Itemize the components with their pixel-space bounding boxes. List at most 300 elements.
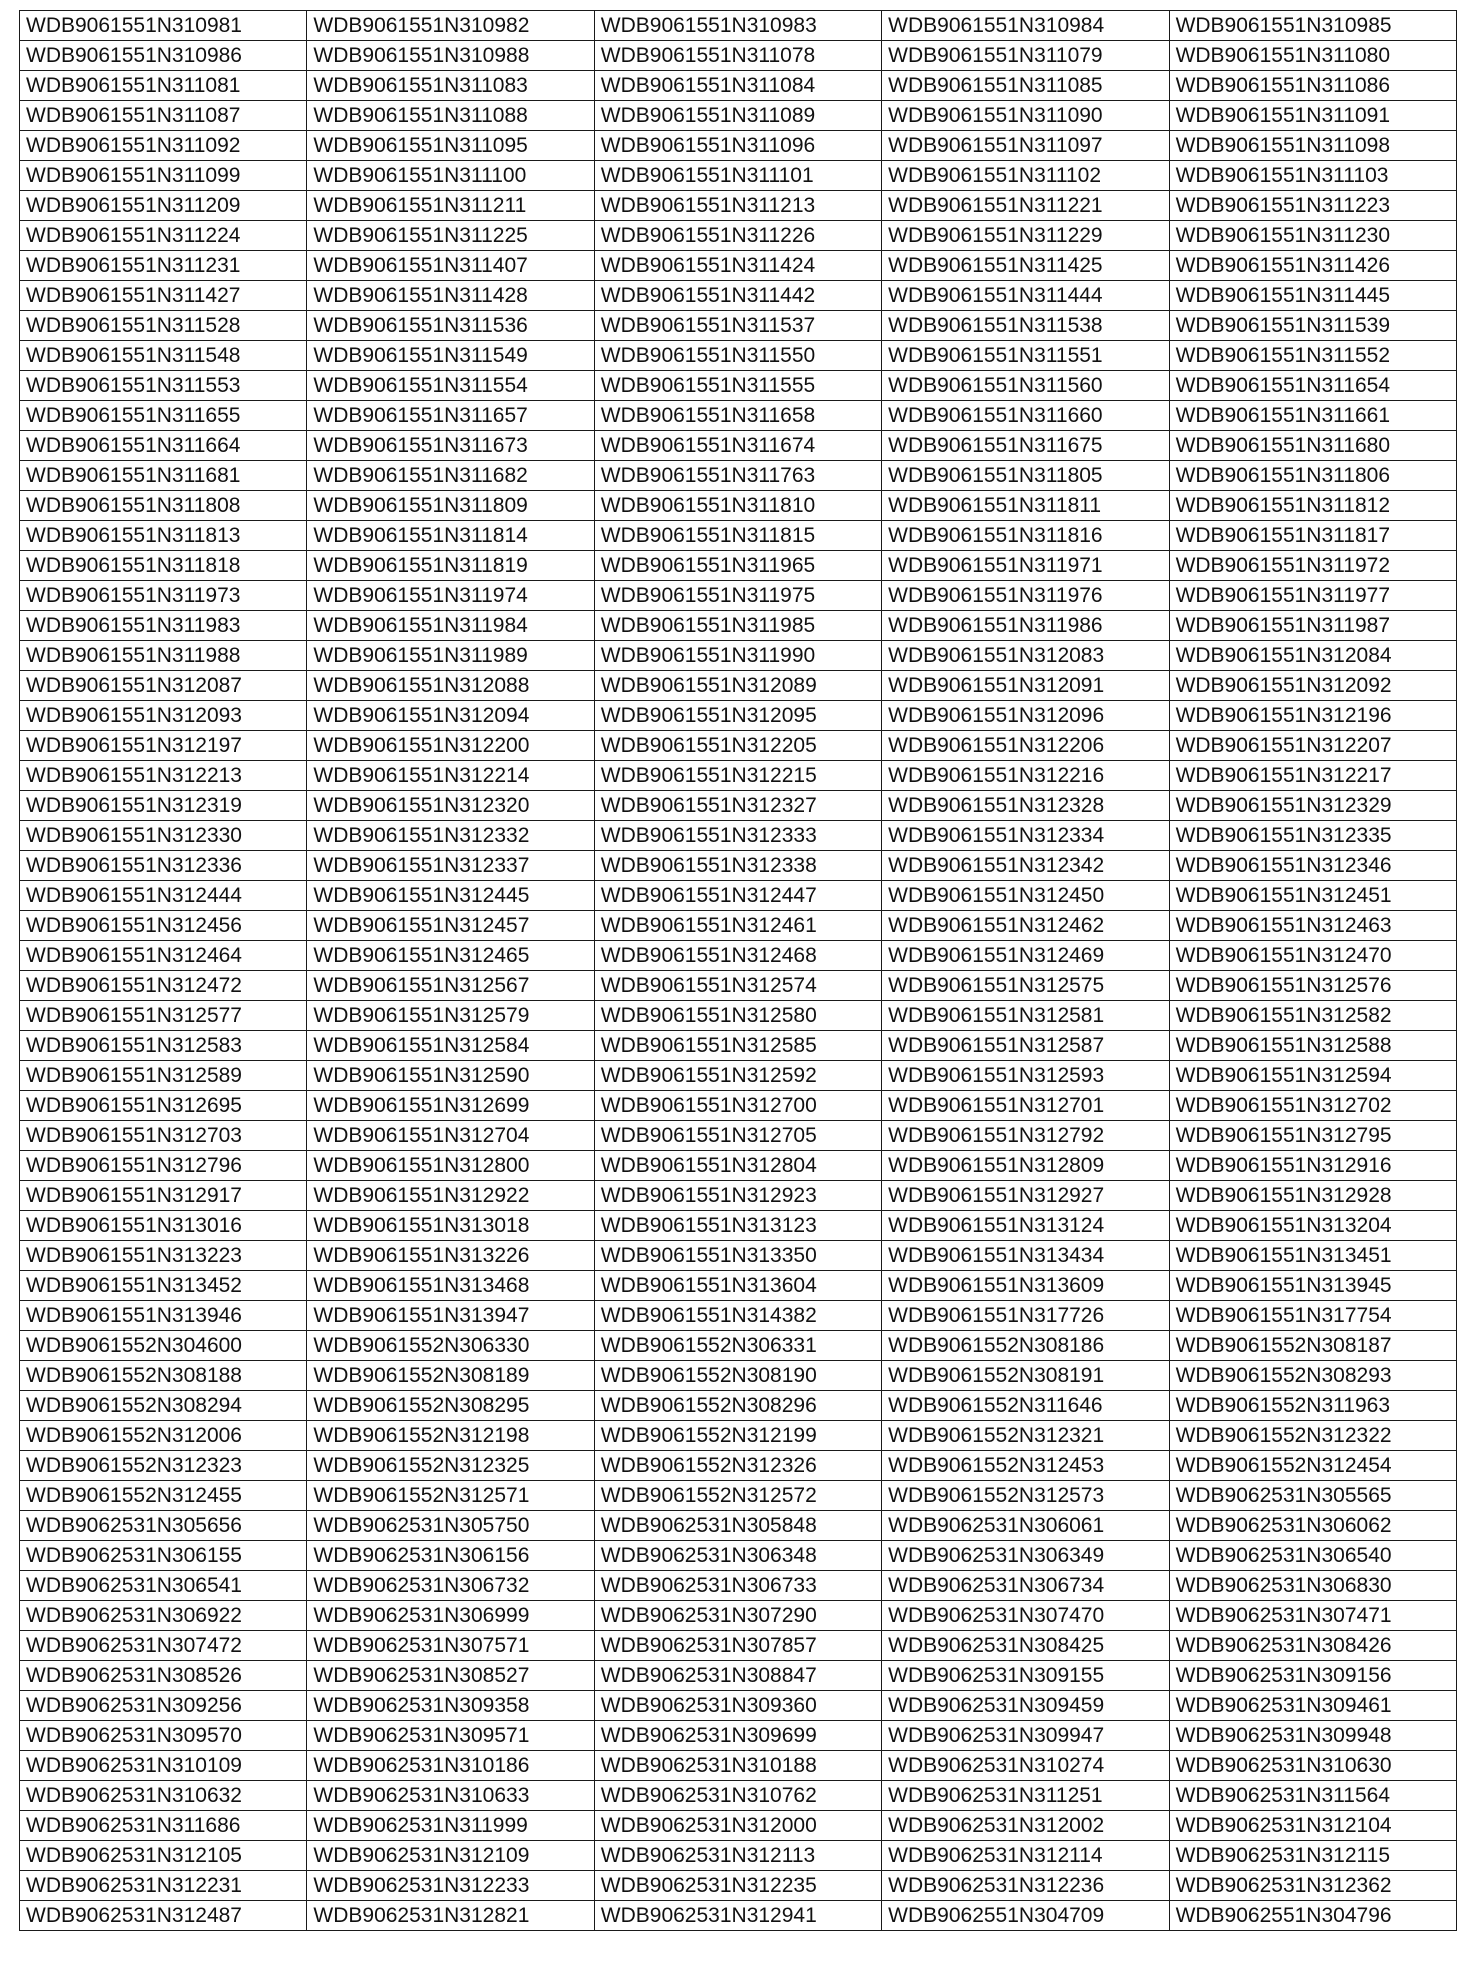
table-cell: WDB9062531N310630	[1169, 1751, 1456, 1781]
table-cell: WDB9061551N312580	[594, 1001, 881, 1031]
table-row	[20, 461, 1457, 491]
table-cell: WDB9061552N308186	[882, 1331, 1169, 1361]
table-cell: WDB9061552N308189	[307, 1361, 594, 1391]
table-cell: WDB9061551N311552	[1169, 341, 1456, 371]
table-cell: WDB9061551N311975	[594, 581, 881, 611]
table-cell: WDB9062531N307571	[307, 1631, 594, 1661]
table-cell: WDB9062531N309155	[882, 1661, 1169, 1691]
table-row	[20, 371, 1457, 401]
table-cell: WDB9061551N311681	[20, 461, 307, 491]
table-row	[20, 221, 1457, 251]
table-cell: WDB9061551N312705	[594, 1121, 881, 1151]
table-cell: WDB9061551N312472	[20, 971, 307, 1001]
table-row	[20, 1721, 1457, 1751]
table-cell: WDB9061551N313945	[1169, 1271, 1456, 1301]
table-cell: WDB9061551N313016	[20, 1211, 307, 1241]
table-cell: WDB9061551N311657	[307, 401, 594, 431]
table-cell: WDB9061551N311081	[20, 71, 307, 101]
table-cell: WDB9061551N311083	[307, 71, 594, 101]
table-cell: WDB9061551N313018	[307, 1211, 594, 1241]
vin-table-body	[20, 11, 1457, 1931]
table-cell: WDB9061551N311221	[882, 191, 1169, 221]
table-cell: WDB9061551N312809	[882, 1151, 1169, 1181]
table-row	[20, 881, 1457, 911]
table-row	[20, 1661, 1457, 1691]
table-cell: WDB9061551N313123	[594, 1211, 881, 1241]
table-cell: WDB9062531N306156	[307, 1541, 594, 1571]
table-cell: WDB9061551N312089	[594, 671, 881, 701]
table-cell: WDB9061551N312574	[594, 971, 881, 1001]
table-cell: WDB9061552N312453	[882, 1451, 1169, 1481]
table-cell: WDB9062531N310186	[307, 1751, 594, 1781]
table-cell: WDB9062531N309571	[307, 1721, 594, 1751]
table-cell: WDB9062531N309459	[882, 1691, 1169, 1721]
table-cell: WDB9061551N312329	[1169, 791, 1456, 821]
table-row	[20, 311, 1457, 341]
table-row	[20, 1361, 1457, 1391]
table-cell: WDB9061551N312450	[882, 881, 1169, 911]
table-cell: WDB9061551N311426	[1169, 251, 1456, 281]
table-cell: WDB9061551N312465	[307, 941, 594, 971]
table-cell: WDB9062531N312104	[1169, 1811, 1456, 1841]
table-row	[20, 431, 1457, 461]
table-cell: WDB9061551N312342	[882, 851, 1169, 881]
table-cell: WDB9061551N312319	[20, 791, 307, 821]
table-cell: WDB9061551N312795	[1169, 1121, 1456, 1151]
table-cell: WDB9061551N310984	[882, 11, 1169, 41]
table-cell: WDB9061552N308294	[20, 1391, 307, 1421]
table-row	[20, 971, 1457, 1001]
table-cell: WDB9061551N311810	[594, 491, 881, 521]
table-cell: WDB9061551N312444	[20, 881, 307, 911]
table-cell: WDB9061551N311675	[882, 431, 1169, 461]
table-cell: WDB9061552N312199	[594, 1421, 881, 1451]
table-cell: WDB9061551N312592	[594, 1061, 881, 1091]
table-cell: WDB9061551N311528	[20, 311, 307, 341]
table-cell: WDB9062531N309360	[594, 1691, 881, 1721]
table-cell: WDB9062531N308847	[594, 1661, 881, 1691]
table-cell: WDB9061551N311445	[1169, 281, 1456, 311]
table-cell: WDB9062531N312002	[882, 1811, 1169, 1841]
table-cell: WDB9061551N312461	[594, 911, 881, 941]
table-cell: WDB9061552N308190	[594, 1361, 881, 1391]
table-cell: WDB9061551N312213	[20, 761, 307, 791]
table-cell: WDB9061551N312792	[882, 1121, 1169, 1151]
table-cell: WDB9061551N311673	[307, 431, 594, 461]
table-cell: WDB9061552N312573	[882, 1481, 1169, 1511]
table-cell: WDB9061551N313452	[20, 1271, 307, 1301]
table-cell: WDB9061551N311092	[20, 131, 307, 161]
table-cell: WDB9061551N312456	[20, 911, 307, 941]
table-cell: WDB9062531N305565	[1169, 1481, 1456, 1511]
table-cell: WDB9061551N311424	[594, 251, 881, 281]
table-cell: WDB9062531N312109	[307, 1841, 594, 1871]
table-cell: WDB9061551N311100	[307, 161, 594, 191]
table-cell: WDB9062551N304796	[1169, 1901, 1456, 1931]
table-cell: WDB9062531N311564	[1169, 1781, 1456, 1811]
table-cell: WDB9061551N312095	[594, 701, 881, 731]
table-cell: WDB9061551N312197	[20, 731, 307, 761]
table-cell: WDB9061551N313468	[307, 1271, 594, 1301]
table-cell: WDB9062531N309358	[307, 1691, 594, 1721]
table-cell: WDB9061551N311554	[307, 371, 594, 401]
table-row	[20, 1601, 1457, 1631]
table-row	[20, 1211, 1457, 1241]
table-cell: WDB9061551N311818	[20, 551, 307, 581]
table-cell: WDB9062531N307471	[1169, 1601, 1456, 1631]
table-cell: WDB9062531N307290	[594, 1601, 881, 1631]
table-cell: WDB9061551N313124	[882, 1211, 1169, 1241]
table-cell: WDB9061551N311990	[594, 641, 881, 671]
table-cell: WDB9061551N312333	[594, 821, 881, 851]
table-cell: WDB9061551N312214	[307, 761, 594, 791]
table-cell: WDB9061551N311085	[882, 71, 1169, 101]
table-cell: WDB9061552N308188	[20, 1361, 307, 1391]
table-cell: WDB9061551N312701	[882, 1091, 1169, 1121]
table-cell: WDB9062531N312941	[594, 1901, 881, 1931]
table-row	[20, 641, 1457, 671]
table-row	[20, 1781, 1457, 1811]
table-cell: WDB9061551N311984	[307, 611, 594, 641]
table-cell: WDB9061551N312699	[307, 1091, 594, 1121]
table-cell: WDB9061551N311537	[594, 311, 881, 341]
table-cell: WDB9061551N312927	[882, 1181, 1169, 1211]
table-cell: WDB9061551N311974	[307, 581, 594, 611]
table-cell: WDB9062531N311999	[307, 1811, 594, 1841]
table-cell: WDB9062551N304709	[882, 1901, 1169, 1931]
table-cell: WDB9062531N311686	[20, 1811, 307, 1841]
table-cell: WDB9061551N312594	[1169, 1061, 1456, 1091]
table-cell: WDB9061551N312463	[1169, 911, 1456, 941]
table-cell: WDB9061551N311816	[882, 521, 1169, 551]
table-cell: WDB9062531N307470	[882, 1601, 1169, 1631]
table-row	[20, 41, 1457, 71]
table-cell: WDB9061551N311103	[1169, 161, 1456, 191]
table-row	[20, 701, 1457, 731]
table-cell: WDB9061551N312091	[882, 671, 1169, 701]
table-row	[20, 851, 1457, 881]
table-cell: WDB9061551N311078	[594, 41, 881, 71]
table-cell: WDB9062531N310633	[307, 1781, 594, 1811]
table-cell: WDB9061551N311079	[882, 41, 1169, 71]
table-cell: WDB9061551N312335	[1169, 821, 1456, 851]
table-cell: WDB9061551N311080	[1169, 41, 1456, 71]
table-cell: WDB9061551N312587	[882, 1031, 1169, 1061]
table-cell: WDB9061551N311101	[594, 161, 881, 191]
table-cell: WDB9061551N311972	[1169, 551, 1456, 581]
table-cell: WDB9062531N305656	[20, 1511, 307, 1541]
table-cell: WDB9062531N309570	[20, 1721, 307, 1751]
table-row	[20, 1511, 1457, 1541]
table-cell: WDB9061551N311444	[882, 281, 1169, 311]
table-cell: WDB9061551N311090	[882, 101, 1169, 131]
table-cell: WDB9061551N311548	[20, 341, 307, 371]
table-cell: WDB9061551N310982	[307, 11, 594, 41]
table-cell: WDB9062531N308426	[1169, 1631, 1456, 1661]
table-cell: WDB9061551N311812	[1169, 491, 1456, 521]
table-cell: WDB9061551N311231	[20, 251, 307, 281]
table-cell: WDB9061551N311098	[1169, 131, 1456, 161]
table-row	[20, 1481, 1457, 1511]
table-cell: WDB9062531N306541	[20, 1571, 307, 1601]
table-cell: WDB9062531N310109	[20, 1751, 307, 1781]
table-cell: WDB9061551N312923	[594, 1181, 881, 1211]
table-row	[20, 521, 1457, 551]
table-cell: WDB9062531N305750	[307, 1511, 594, 1541]
table-row	[20, 821, 1457, 851]
table-cell: WDB9061551N311096	[594, 131, 881, 161]
table-cell: WDB9061551N311225	[307, 221, 594, 251]
table-cell: WDB9061551N311211	[307, 191, 594, 221]
table-cell: WDB9061551N312922	[307, 1181, 594, 1211]
table-cell: WDB9061551N311086	[1169, 71, 1456, 101]
table-cell: WDB9061551N311087	[20, 101, 307, 131]
table-row	[20, 581, 1457, 611]
table-cell: WDB9061551N311099	[20, 161, 307, 191]
table-cell: WDB9061551N311809	[307, 491, 594, 521]
table-cell: WDB9061551N312796	[20, 1151, 307, 1181]
table-row	[20, 1001, 1457, 1031]
table-cell: WDB9062531N306061	[882, 1511, 1169, 1541]
table-cell: WDB9061551N311655	[20, 401, 307, 431]
table-row	[20, 101, 1457, 131]
table-cell: WDB9061551N311985	[594, 611, 881, 641]
table-cell: WDB9061551N311817	[1169, 521, 1456, 551]
table-cell: WDB9061551N310981	[20, 11, 307, 41]
table-cell: WDB9061551N313609	[882, 1271, 1169, 1301]
table-cell: WDB9061551N310985	[1169, 11, 1456, 41]
table-cell: WDB9061551N311763	[594, 461, 881, 491]
table-cell: WDB9061552N308293	[1169, 1361, 1456, 1391]
table-cell: WDB9062531N311251	[882, 1781, 1169, 1811]
vin-table	[19, 10, 1457, 1931]
table-row	[20, 1901, 1457, 1931]
table-cell: WDB9062531N310632	[20, 1781, 307, 1811]
table-row	[20, 161, 1457, 191]
table-cell: WDB9062531N307857	[594, 1631, 881, 1661]
table-cell: WDB9062531N312235	[594, 1871, 881, 1901]
table-cell: WDB9061551N311538	[882, 311, 1169, 341]
table-cell: WDB9061551N311805	[882, 461, 1169, 491]
table-row	[20, 1871, 1457, 1901]
table-cell: WDB9061551N311230	[1169, 221, 1456, 251]
table-row	[20, 1451, 1457, 1481]
table-cell: WDB9061551N312327	[594, 791, 881, 821]
table-cell: WDB9061552N312325	[307, 1451, 594, 1481]
table-cell: WDB9062531N306922	[20, 1601, 307, 1631]
table-cell: WDB9061551N311682	[307, 461, 594, 491]
table-cell: WDB9061551N317754	[1169, 1301, 1456, 1331]
table-cell: WDB9061551N312583	[20, 1031, 307, 1061]
table-cell: WDB9062531N312114	[882, 1841, 1169, 1871]
table-cell: WDB9062531N309947	[882, 1721, 1169, 1751]
table-cell: WDB9061551N312096	[882, 701, 1169, 731]
table-cell: WDB9061552N312322	[1169, 1421, 1456, 1451]
table-cell: WDB9061551N313223	[20, 1241, 307, 1271]
table-cell: WDB9061551N312702	[1169, 1091, 1456, 1121]
table-cell: WDB9061551N311553	[20, 371, 307, 401]
table-cell: WDB9061551N311084	[594, 71, 881, 101]
table-cell: WDB9061551N312700	[594, 1091, 881, 1121]
table-cell: WDB9061551N311549	[307, 341, 594, 371]
table-row	[20, 1091, 1457, 1121]
table-cell: WDB9062531N312105	[20, 1841, 307, 1871]
table-row	[20, 491, 1457, 521]
table-cell: WDB9061551N311088	[307, 101, 594, 131]
table-cell: WDB9061551N311811	[882, 491, 1169, 521]
table-cell: WDB9062531N309461	[1169, 1691, 1456, 1721]
table-row	[20, 761, 1457, 791]
table-cell: WDB9062531N306999	[307, 1601, 594, 1631]
table-cell: WDB9061551N311814	[307, 521, 594, 551]
table-row	[20, 1841, 1457, 1871]
table-cell: WDB9061551N312200	[307, 731, 594, 761]
table-cell: WDB9061551N312087	[20, 671, 307, 701]
table-cell: WDB9062531N312231	[20, 1871, 307, 1901]
table-cell: WDB9062531N309156	[1169, 1661, 1456, 1691]
table-cell: WDB9061551N312589	[20, 1061, 307, 1091]
table-row	[20, 1121, 1457, 1151]
table-cell: WDB9062531N310762	[594, 1781, 881, 1811]
table-cell: WDB9061551N311223	[1169, 191, 1456, 221]
table-cell: WDB9061551N312093	[20, 701, 307, 731]
table-cell: WDB9061551N312215	[594, 761, 881, 791]
table-row	[20, 1541, 1457, 1571]
table-row	[20, 1631, 1457, 1661]
table-row	[20, 1271, 1457, 1301]
table-row	[20, 1421, 1457, 1451]
table-cell: WDB9062531N309948	[1169, 1721, 1456, 1751]
table-cell: WDB9061552N312571	[307, 1481, 594, 1511]
table-cell: WDB9061551N312451	[1169, 881, 1456, 911]
table-cell: WDB9061551N311989	[307, 641, 594, 671]
table-cell: WDB9061551N313946	[20, 1301, 307, 1331]
table-cell: WDB9061551N312593	[882, 1061, 1169, 1091]
table-cell: WDB9061551N311428	[307, 281, 594, 311]
table-cell: WDB9061551N311442	[594, 281, 881, 311]
table-cell: WDB9061551N311819	[307, 551, 594, 581]
table-cell: WDB9061551N312206	[882, 731, 1169, 761]
table-cell: WDB9062531N308527	[307, 1661, 594, 1691]
table-cell: WDB9061551N312083	[882, 641, 1169, 671]
table-cell: WDB9061551N312800	[307, 1151, 594, 1181]
table-cell: WDB9062531N305848	[594, 1511, 881, 1541]
table-row	[20, 1301, 1457, 1331]
table-cell: WDB9062531N306540	[1169, 1541, 1456, 1571]
table-cell: WDB9061551N312917	[20, 1181, 307, 1211]
table-cell: WDB9062531N306348	[594, 1541, 881, 1571]
table-cell: WDB9061551N312579	[307, 1001, 594, 1031]
table-cell: WDB9062531N312236	[882, 1871, 1169, 1901]
table-cell: WDB9061552N308296	[594, 1391, 881, 1421]
table-cell: WDB9061551N312332	[307, 821, 594, 851]
table-cell: WDB9061551N311658	[594, 401, 881, 431]
table-row	[20, 1571, 1457, 1601]
table-row	[20, 1691, 1457, 1721]
table-cell: WDB9061551N312590	[307, 1061, 594, 1091]
table-cell: WDB9061551N310988	[307, 41, 594, 71]
table-cell: WDB9061551N311813	[20, 521, 307, 551]
table-cell: WDB9061552N311646	[882, 1391, 1169, 1421]
table-row	[20, 11, 1457, 41]
table-row	[20, 401, 1457, 431]
table-cell: WDB9061551N312582	[1169, 1001, 1456, 1031]
table-cell: WDB9061551N312088	[307, 671, 594, 701]
table-cell: WDB9061551N311971	[882, 551, 1169, 581]
table-cell: WDB9061552N304600	[20, 1331, 307, 1361]
table-cell: WDB9061551N311551	[882, 341, 1169, 371]
table-cell: WDB9061551N311427	[20, 281, 307, 311]
table-cell: WDB9061551N312581	[882, 1001, 1169, 1031]
table-row	[20, 71, 1457, 101]
table-cell: WDB9061551N311091	[1169, 101, 1456, 131]
table-cell: WDB9062531N312821	[307, 1901, 594, 1931]
table-row	[20, 1391, 1457, 1421]
table-cell: WDB9062531N306155	[20, 1541, 307, 1571]
table-cell: WDB9061552N311963	[1169, 1391, 1456, 1421]
table-row	[20, 1151, 1457, 1181]
table-cell: WDB9061551N312196	[1169, 701, 1456, 731]
table-cell: WDB9061551N311806	[1169, 461, 1456, 491]
table-row	[20, 1061, 1457, 1091]
table-cell: WDB9062531N310274	[882, 1751, 1169, 1781]
table-cell: WDB9061551N312328	[882, 791, 1169, 821]
table-cell: WDB9061551N313947	[307, 1301, 594, 1331]
table-cell: WDB9061551N311977	[1169, 581, 1456, 611]
table-cell: WDB9061551N313451	[1169, 1241, 1456, 1271]
table-cell: WDB9061551N311539	[1169, 311, 1456, 341]
table-cell: WDB9061551N312928	[1169, 1181, 1456, 1211]
table-row	[20, 251, 1457, 281]
table-cell: WDB9062531N312113	[594, 1841, 881, 1871]
table-cell: WDB9062531N312115	[1169, 1841, 1456, 1871]
table-cell: WDB9062531N312233	[307, 1871, 594, 1901]
table-cell: WDB9062531N306734	[882, 1571, 1169, 1601]
table-cell: WDB9062531N306349	[882, 1541, 1169, 1571]
table-cell: WDB9061551N312338	[594, 851, 881, 881]
table-cell: WDB9061551N312462	[882, 911, 1169, 941]
table-row	[20, 1181, 1457, 1211]
table-cell: WDB9061551N311674	[594, 431, 881, 461]
table-cell: WDB9061551N311095	[307, 131, 594, 161]
table-cell: WDB9061551N312576	[1169, 971, 1456, 1001]
table-cell: WDB9061551N310986	[20, 41, 307, 71]
table-cell: WDB9061551N312216	[882, 761, 1169, 791]
table-cell: WDB9061551N312916	[1169, 1151, 1456, 1181]
table-cell: WDB9061552N312326	[594, 1451, 881, 1481]
table-cell: WDB9061551N312695	[20, 1091, 307, 1121]
table-cell: WDB9061552N308295	[307, 1391, 594, 1421]
table-cell: WDB9061551N312804	[594, 1151, 881, 1181]
table-cell: WDB9061552N306330	[307, 1331, 594, 1361]
table-cell: WDB9061552N312454	[1169, 1451, 1456, 1481]
table-cell: WDB9061551N312334	[882, 821, 1169, 851]
table-cell: WDB9061551N311965	[594, 551, 881, 581]
table-cell: WDB9061552N312572	[594, 1481, 881, 1511]
table-cell: WDB9061551N311555	[594, 371, 881, 401]
table-cell: WDB9061551N317726	[882, 1301, 1169, 1331]
table-cell: WDB9061551N312469	[882, 941, 1169, 971]
table-row	[20, 1811, 1457, 1841]
table-cell: WDB9062531N312000	[594, 1811, 881, 1841]
table-cell: WDB9062531N308425	[882, 1631, 1169, 1661]
table-cell: WDB9061551N312470	[1169, 941, 1456, 971]
table-row	[20, 671, 1457, 701]
table-row	[20, 191, 1457, 221]
table-cell: WDB9062531N310188	[594, 1751, 881, 1781]
table-cell: WDB9061551N312346	[1169, 851, 1456, 881]
table-cell: WDB9061552N312006	[20, 1421, 307, 1451]
